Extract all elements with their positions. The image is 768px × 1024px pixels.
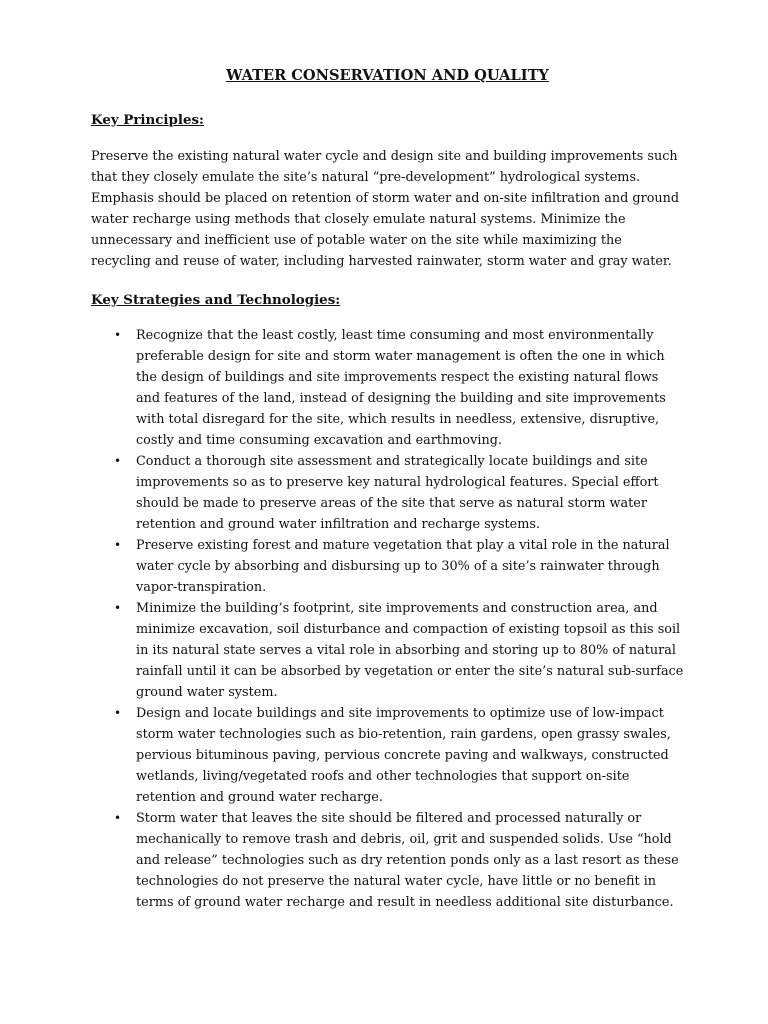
list-item [91,451,684,535]
list-item-text: Conduct a thorough site assessment and strategically locate buildings and site improvements so as to preserve key natural hydrological features. Special effort should be made to preserve areas of the site that serve as natural storm water retention and ground water infiltration and recharge systems. [136,454,659,532]
list-item [91,808,684,913]
bullet-icon: • [114,706,122,720]
bullet-icon: • [114,538,122,552]
list-item [91,535,684,598]
list-item-text: Storm water that leaves the site should be filtered and processed naturally or mechanically to remove trash and debris, oil, grit and suspended solids. Use “hold and release” technologies such as dry retention ponds only as a last resort as these technologies do not preserve the natural water cycle, have little or no benefit in terms of ground water recharge and result in needless additional site disturbance. [136,811,679,910]
list-item-text: Design and locate buildings and site improvements to optimize use of low-impact storm water technologies such as bio-retention, rain gardens, open grassy swales, pervious bituminous paving, pervious concrete paving and walkways, constructed wetlands, living/vegetated roofs and other technologies that support on-site retention and ground water recharge. [136,706,671,805]
list-item-text: Minimize the building’s footprint, site improvements and construction area, and minimize excavation, soil disturbance and compaction of existing topsoil as this soil in its natural state serves a vital role in absorbing and storing up to 80% of natural rainfall until it can be absorbed by vegetation or enter the site’s natural sub-surface ground water system. [136,601,684,700]
list-item-text: Recognize that the least costly, least time consuming and most environmentally preferable design for site and storm water management is often the one in which the design of buildings and site improvements respect the existing natural flows and features of the land, instead of designing the building and site improvements with total disregard for the site, which results in needless, extensive, disruptive, costly and time consuming excavation and earthmoving. [136,328,666,448]
list-item [91,325,684,451]
strategies-list [91,325,684,913]
list-item-text: Preserve existing forest and mature vegetation that play a vital role in the natural water cycle by absorbing and disbursing up to 30% of a site’s rainwater through vapor-transpiration. [136,538,670,595]
list-item [91,703,684,808]
bullet-icon: • [114,328,122,342]
bullet-icon: • [114,601,122,615]
heading-key-strategies: Key Strategies and Technologies: [91,292,341,308]
heading-key-principles: Key Principles: [91,112,204,128]
key-principles-paragraph: Preserve the existing natural water cycle and design site and building improvements such that they closely emulate the site’s natural “pre-development” hydrological systems. Emphasis should be placed on retention of storm water and on-site infiltration and ground water recharge using methods that closely emulate natural systems. Minimize the unnecessary and inefficient use of potable water on the site while maximizing the recycling and reuse of water, including harvested rainwater, storm water and gray water. [91,149,680,269]
list-item [91,598,684,703]
bullet-icon: • [114,454,122,468]
bullet-icon: • [114,811,122,825]
document-title: WATER CONSERVATION AND QUALITY [226,67,549,84]
